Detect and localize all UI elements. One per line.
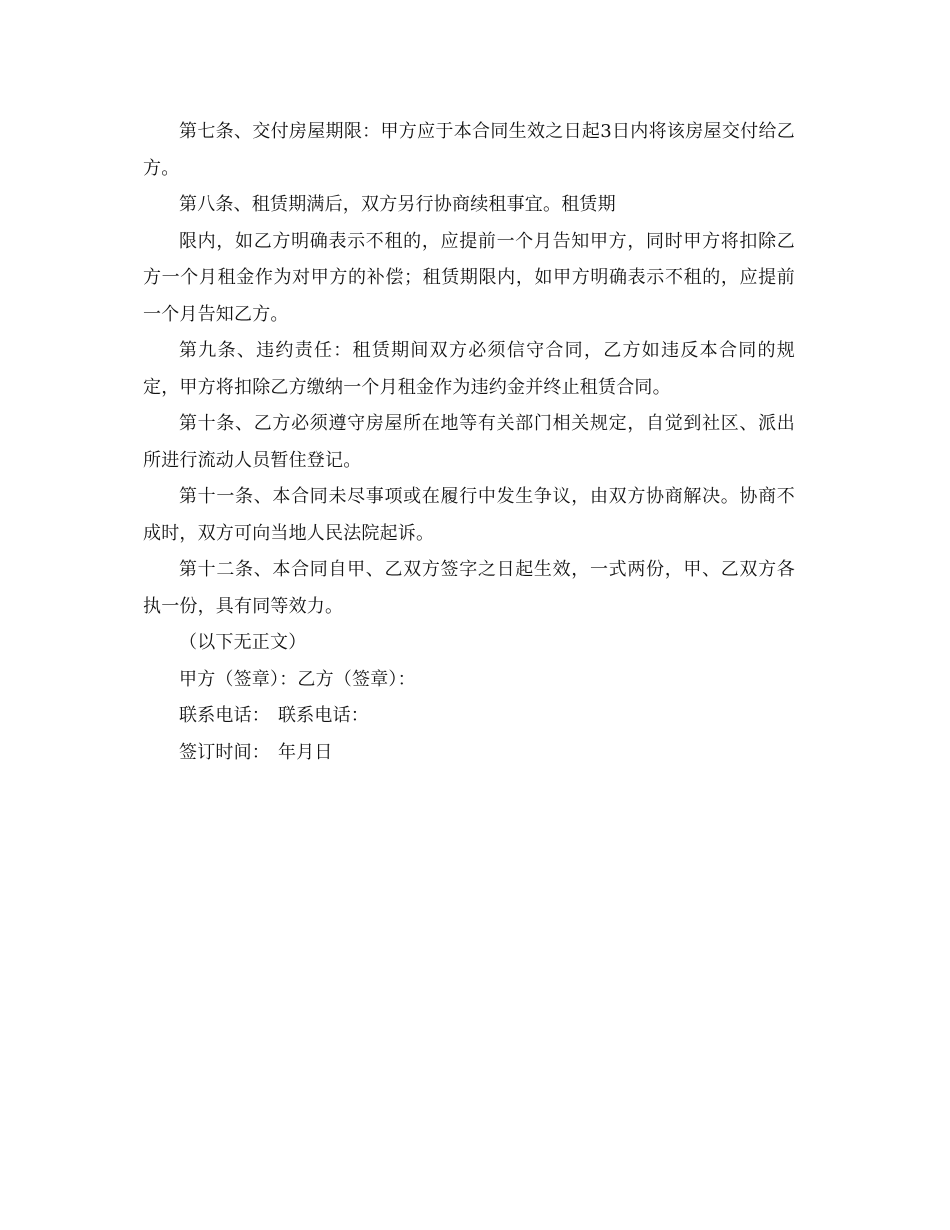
party-b-seal-label: 乙方（签章）： [297, 668, 416, 690]
seal-line [143, 662, 795, 699]
document-body [143, 114, 795, 771]
clause-8-start: 第八条、租赁期满后，双方另行协商续租事宜。租赁期 [179, 194, 616, 215]
clause-8-continuation: 限内，如乙方明确表示不租的，应提前一个月告知甲方，同时甲方将扣除乙方一个月租金作为对甲方的补偿；租赁期限内，如甲方明确表示不租的，应提前一个月告知乙方。 [143, 230, 795, 325]
clause-11: 第十一条、本合同未尽事项或在履行中发生争议，由双方协商解决。协商不成时，双方可向当地人民法院起诉。 [143, 486, 795, 544]
party-a-seal-label: 甲方（签章）： [179, 668, 298, 690]
clause-12: 第十二条、本合同自甲、乙双方签字之日起生效，一式两份，甲、乙双方各执一份，具有同等效力。 [143, 559, 795, 617]
no-more-text-note: （以下无正文） [179, 632, 307, 653]
sign-date-line [143, 735, 795, 772]
clause-7: 第七条、交付房屋期限：甲方应于本合同生效之日起3日内将该房屋交付给乙方。 [143, 121, 795, 179]
phone-line [143, 698, 795, 735]
party-a-phone-label: 联系电话： [179, 705, 270, 726]
party-b-phone-label: 联系电话： [278, 705, 369, 726]
sign-date-label: 签订时间： [179, 741, 270, 763]
clause-9: 第九条、违约责任：租赁期间双方必须信守合同，乙方如违反本合同的规定，甲方将扣除乙方缴纳一个月租金作为违约金并终止租赁合同。 [143, 340, 795, 398]
clause-10: 第十条、乙方必须遵守房屋所在地等有关部门相关规定，自觉到社区、派出所进行流动人员暂住登记。 [143, 413, 795, 471]
sign-date-value: 年月日 [278, 741, 333, 763]
